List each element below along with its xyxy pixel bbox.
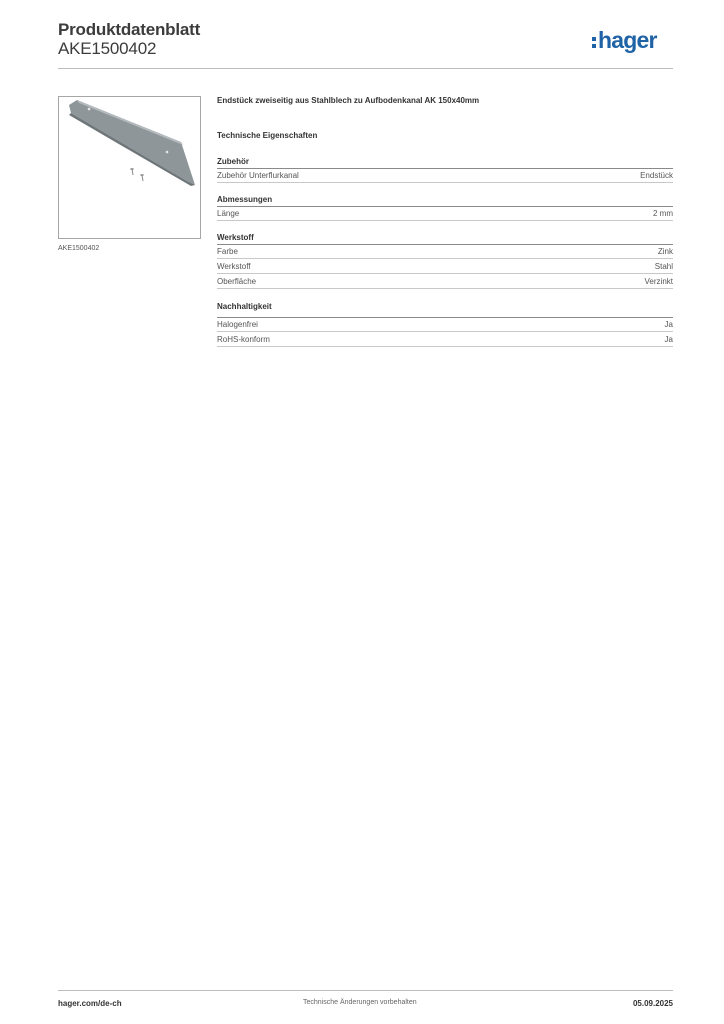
property-name: Werkstoff	[217, 262, 251, 271]
section-title: Technische Eigenschaften	[217, 131, 318, 140]
footer-divider	[58, 990, 673, 991]
property-value: Endstück	[640, 171, 673, 180]
property-name: Farbe	[217, 247, 238, 256]
image-caption: AKE1500402	[58, 245, 100, 252]
footer-date: 05.09.2025	[632, 999, 673, 1008]
group-title-zubehoer: Zubehör	[217, 157, 249, 166]
property-value: Stahl	[654, 262, 673, 271]
footer-website-link[interactable]: hager.com/de-ch	[58, 999, 122, 1008]
group-title-abmessungen: Abmessungen	[217, 195, 273, 204]
table-row	[217, 318, 673, 332]
document-title: Produktdatenblatt	[58, 20, 201, 39]
table-row	[217, 207, 673, 221]
group-title-nachhaltigkeit: Nachhaltigkeit	[217, 302, 272, 311]
table-row	[217, 333, 673, 347]
property-value: Verzinkt	[644, 277, 673, 286]
article-number: AKE1500402	[58, 39, 157, 58]
table-row	[217, 169, 673, 183]
property-name: Halogenfrei	[217, 320, 258, 329]
property-value: Zink	[657, 247, 673, 256]
table-row	[217, 245, 673, 259]
property-value: Ja	[664, 320, 673, 329]
footer-notice: Technische Änderungen vorbehalten	[303, 999, 417, 1006]
svg-text:hager: hager	[598, 27, 657, 53]
property-value: Ja	[664, 335, 673, 344]
screw-icon	[130, 168, 144, 181]
property-name: Oberfläche	[217, 277, 257, 286]
table-row	[217, 275, 673, 289]
product-description: Endstück zweiseitig aus Stahlblech zu Aufbodenkanal AK 150x40mm	[217, 96, 480, 105]
property-name: Zubehör Unterflurkanal	[217, 171, 299, 180]
header-divider	[58, 68, 673, 69]
property-name: RoHS-konform	[217, 335, 270, 344]
hager-logo	[592, 26, 674, 56]
property-value: 2 mm	[653, 209, 673, 218]
product-image-frame	[58, 96, 201, 239]
group-title-werkstoff: Werkstoff	[217, 233, 254, 242]
product-image	[59, 97, 200, 238]
property-name: Länge	[217, 209, 240, 218]
table-row	[217, 260, 673, 274]
